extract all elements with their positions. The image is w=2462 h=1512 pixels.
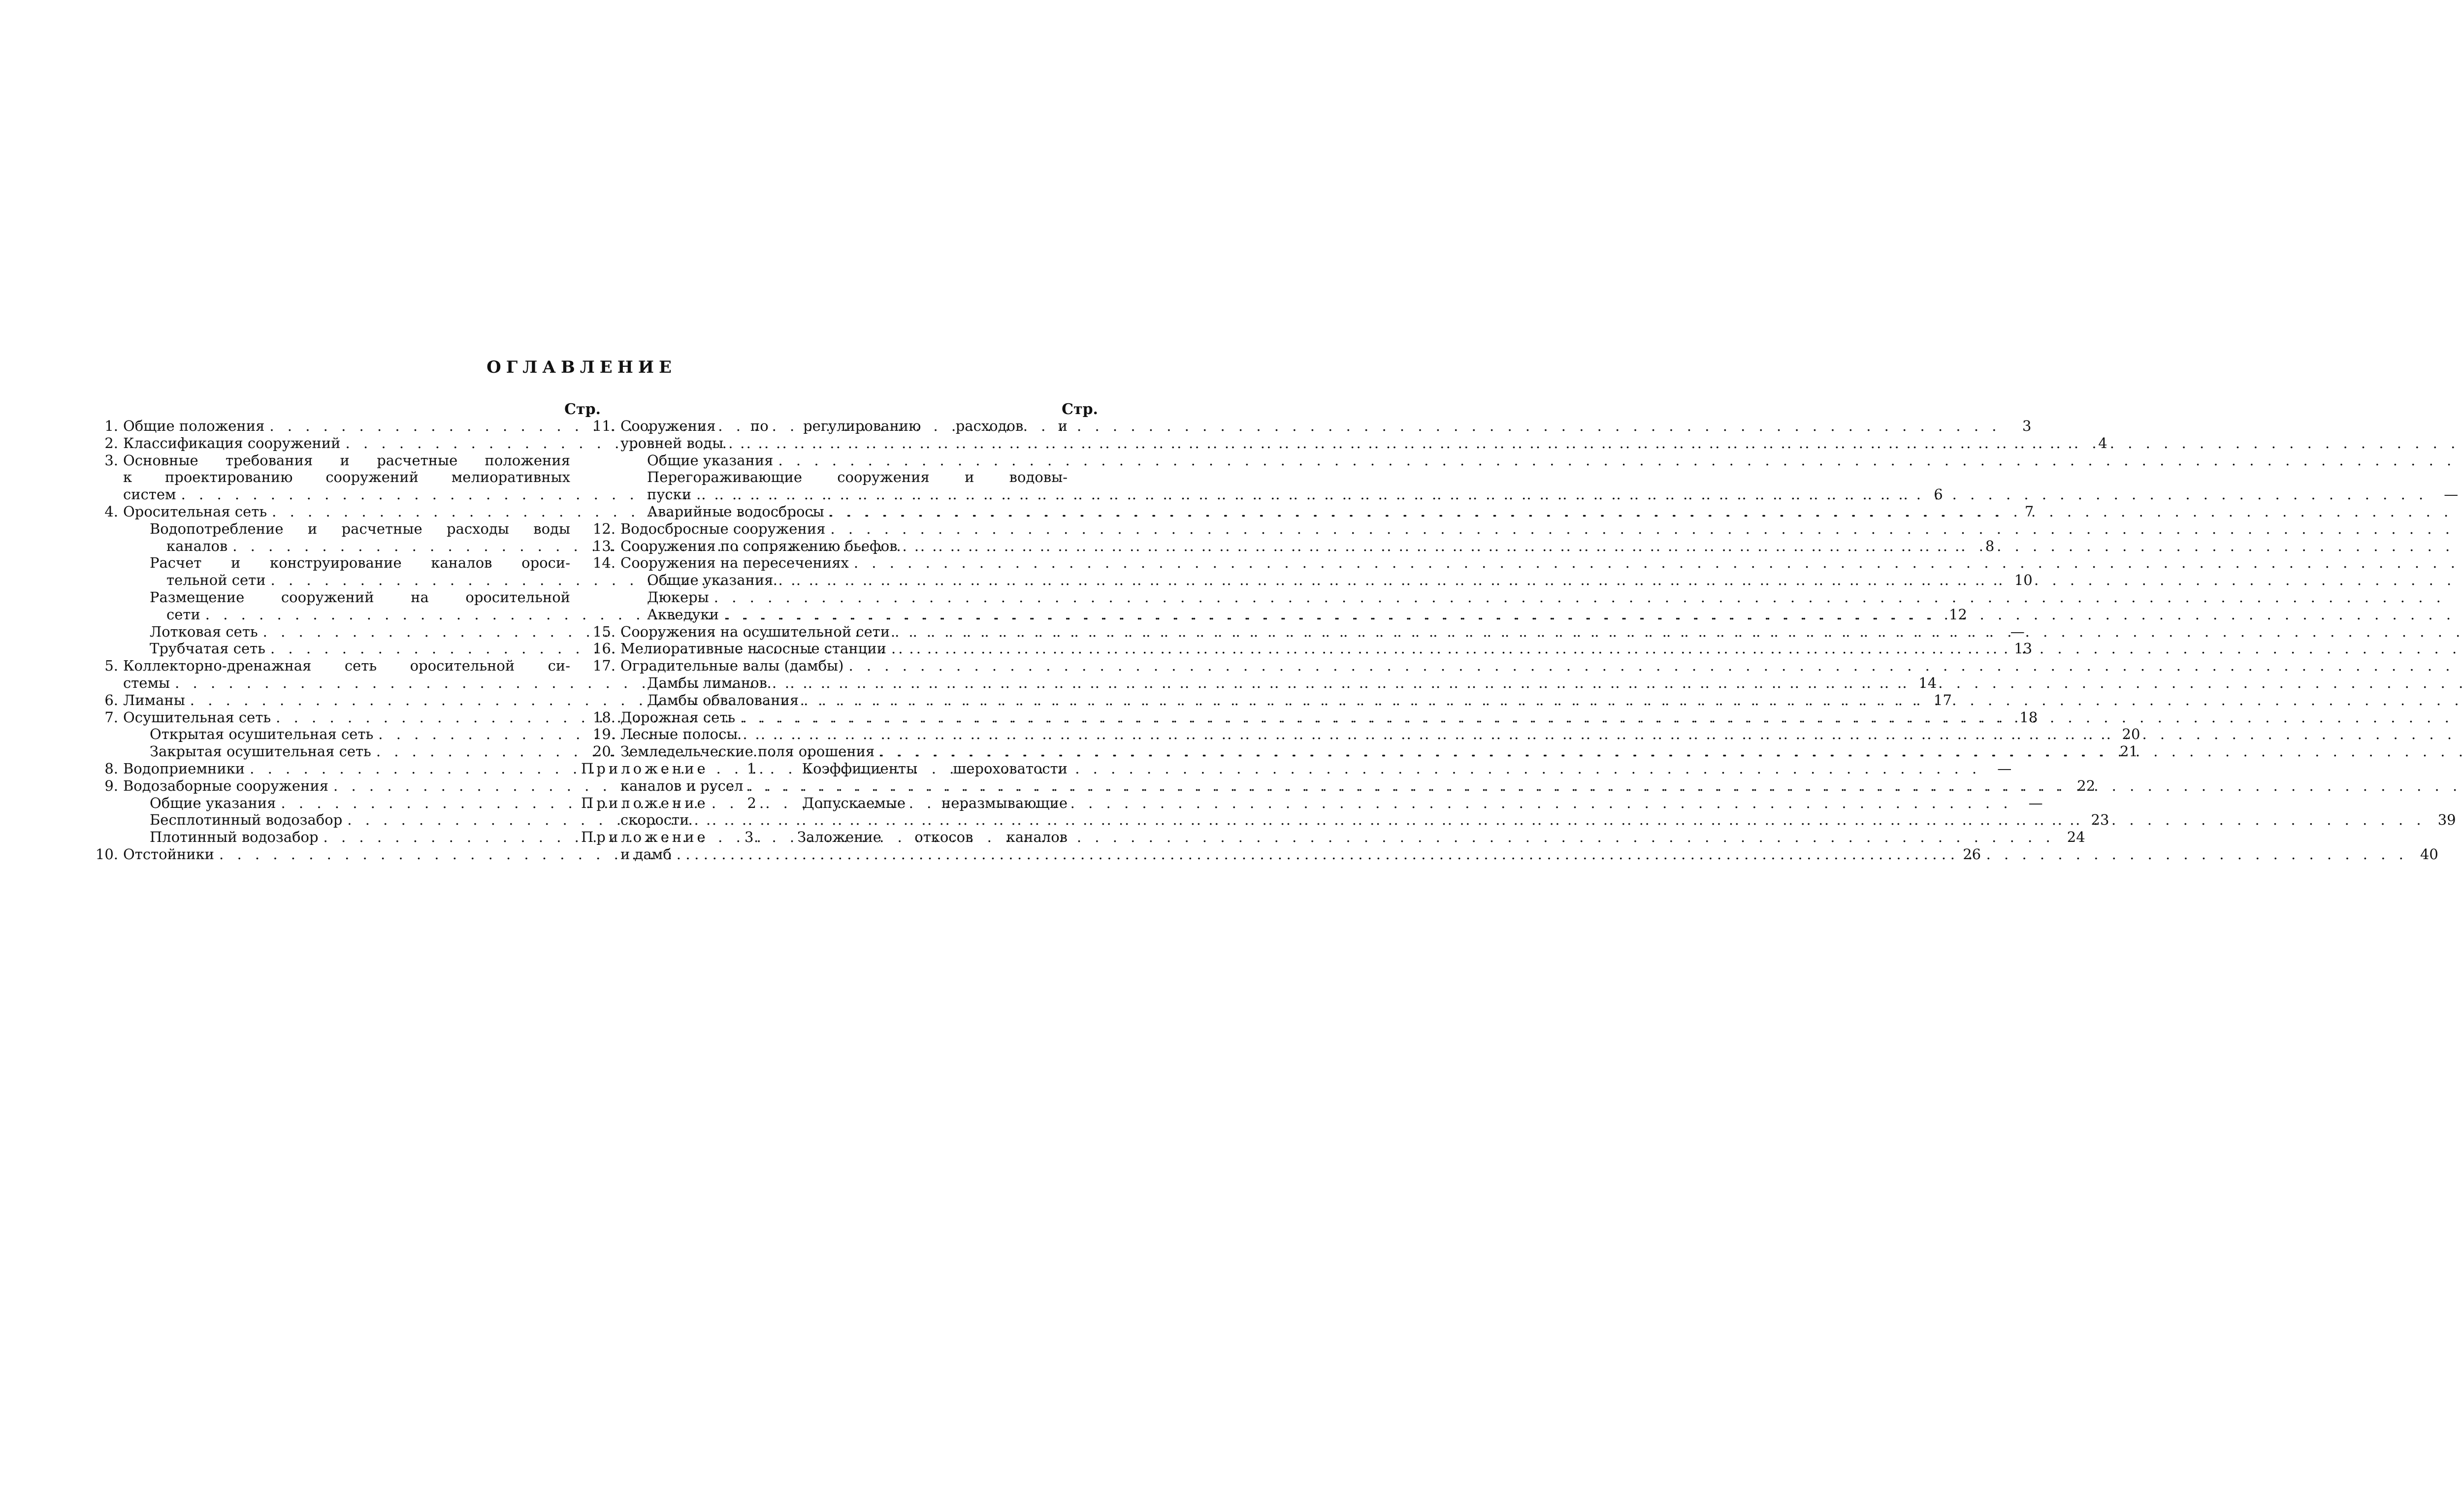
toc-entry-number: 8. bbox=[104, 760, 118, 777]
toc-entry-title: Расчет и конструирование каналов ороси- bbox=[150, 554, 570, 572]
toc-entry-title: Аварийные водосбросы bbox=[647, 503, 824, 520]
dot-leader bbox=[773, 572, 2462, 589]
toc-entry bbox=[581, 452, 1098, 469]
dot-leader bbox=[875, 743, 2462, 760]
dot-leader bbox=[719, 606, 2455, 623]
toc-entry bbox=[581, 795, 1098, 812]
dot-leader bbox=[890, 623, 2462, 641]
toc-entry-number: 19. bbox=[592, 726, 616, 743]
toc-entry bbox=[581, 606, 1098, 623]
toc-entry bbox=[581, 435, 1098, 452]
toc-entry-title: Дамбы лиманов bbox=[647, 674, 767, 691]
dot-leader bbox=[735, 709, 2462, 726]
toc-entry-title: Бесплотинный водозабор bbox=[150, 811, 343, 829]
toc-entry-title: Земледельческие поля орошения bbox=[620, 743, 875, 760]
toc-entry-title: каналов bbox=[166, 537, 228, 554]
toc-entry bbox=[581, 520, 1098, 538]
toc-entry bbox=[581, 589, 1098, 606]
dot-leader bbox=[898, 538, 2462, 555]
toc-entry-page: 4 bbox=[2098, 434, 2107, 451]
toc-entry-page: — bbox=[2010, 623, 2025, 640]
dot-leader bbox=[824, 503, 2462, 520]
toc-entry-title: каналов и русел bbox=[620, 777, 744, 794]
toc-entry-number: 6. bbox=[104, 691, 118, 708]
dot-leader bbox=[799, 692, 2462, 709]
toc-entry-page: 20 bbox=[2122, 726, 2140, 743]
toc-entry-number: 10. bbox=[95, 845, 118, 863]
toc-entry-page: 39 bbox=[2437, 811, 2456, 829]
toc-entry bbox=[84, 452, 601, 469]
toc-entry-title: Трубчатая сеть bbox=[150, 640, 265, 657]
toc-entry-page bbox=[2460, 435, 2462, 452]
dot-leader bbox=[886, 640, 2462, 657]
toc-entry bbox=[581, 829, 1098, 846]
toc-entry-title: Размещение сооружений на оросительной bbox=[150, 588, 570, 606]
toc-entry-title: стемы bbox=[123, 674, 170, 691]
toc-entry-title: Лесные полосы bbox=[620, 726, 738, 743]
dot-leader bbox=[825, 520, 2462, 538]
toc-entry-number: 17. bbox=[592, 657, 616, 675]
toc-entry-title: Закрытая осушительная сеть bbox=[150, 743, 371, 760]
page-title: ОГЛАВЛЕНИЕ bbox=[486, 357, 677, 377]
toc-entry-title: Мелиоративные насосные станции bbox=[620, 640, 886, 657]
dot-leader bbox=[245, 760, 1981, 777]
toc-entry-title: Перегораживающие сооружения и водовы- bbox=[647, 469, 1068, 486]
toc-entry bbox=[581, 623, 1098, 641]
toc-entry-title: Лотковая сеть bbox=[150, 623, 258, 640]
toc-entry-page: 14 bbox=[1918, 674, 1937, 691]
toc-entry-page: 22 bbox=[2077, 777, 2096, 794]
toc-entry-number: 16. bbox=[592, 640, 616, 657]
toc-entry-title: Дорожная сеть bbox=[620, 708, 736, 726]
toc-entry-title: Плотинный водозабор bbox=[150, 829, 319, 846]
toc-entry-number: 11. bbox=[592, 418, 616, 434]
dot-leader bbox=[723, 435, 2460, 452]
toc-entry-page: — bbox=[1997, 760, 2012, 777]
toc-entry-title: Оросительная сеть bbox=[123, 503, 267, 520]
page-column-header: Стр. bbox=[1062, 401, 1098, 418]
toc-entry-page: 24 bbox=[2067, 829, 2085, 846]
toc-entry bbox=[581, 572, 1098, 589]
toc-entry-title: Общие положения bbox=[123, 418, 265, 434]
dot-leader bbox=[689, 811, 2425, 829]
toc-entry-title: Общие указания bbox=[647, 572, 774, 589]
toc-entry bbox=[581, 469, 1098, 486]
toc-entry-page: 21 bbox=[2120, 743, 2138, 760]
toc-entry-title: Осушительная сеть bbox=[123, 708, 271, 726]
toc-entry-title: сети bbox=[166, 606, 200, 623]
toc-entry bbox=[581, 760, 1098, 777]
toc-entry bbox=[84, 554, 601, 572]
toc-entry-number: 7. bbox=[104, 708, 118, 726]
toc-entry-title: Акведуки bbox=[647, 606, 719, 623]
toc-entry bbox=[581, 726, 1098, 743]
toc-entry-title: Водопотребление и расчетные расходы воды bbox=[150, 520, 570, 537]
toc-entry-page: 23 bbox=[2091, 811, 2109, 829]
dot-leader bbox=[672, 846, 2408, 863]
toc-entry bbox=[84, 469, 601, 486]
toc-entry bbox=[581, 554, 1098, 572]
toc-entry-title: Лиманы bbox=[123, 691, 185, 708]
toc-entry-page: 6 bbox=[1934, 486, 1943, 503]
toc-entry-title: пуски bbox=[647, 486, 692, 503]
toc-entry-title: Общие указания bbox=[150, 794, 276, 811]
toc-entry-title: Оградительные валы (дамбы) bbox=[620, 657, 844, 675]
toc-entry bbox=[84, 657, 601, 675]
toc-entry-page: 40 bbox=[2420, 845, 2438, 863]
toc-entry-page: — bbox=[2028, 794, 2043, 811]
toc-entry-page: 10 bbox=[2014, 572, 2033, 589]
dot-leader bbox=[773, 452, 2462, 469]
toc-entry-number: 12. bbox=[592, 520, 616, 537]
toc-entry bbox=[581, 709, 1098, 726]
dot-leader bbox=[767, 675, 2462, 692]
toc-entry-title: Коллекторно-дренажная сеть оросительной си- bbox=[123, 657, 570, 675]
toc-entry-title: Дюкеры bbox=[647, 588, 709, 606]
toc-entry bbox=[581, 743, 1098, 760]
toc-entry-page: 12 bbox=[1949, 606, 1967, 623]
toc-entry-title: и дамб bbox=[620, 845, 672, 863]
toc-entry bbox=[581, 640, 1098, 657]
toc-entry-title: Сооружения на осушительной сети bbox=[620, 623, 890, 640]
toc-entry-title: Сооружения по сопряжению бьефов bbox=[620, 537, 898, 554]
toc-entry bbox=[581, 675, 1098, 692]
toc-entry-title: Приложение 3. Заложение откосов каналов bbox=[581, 829, 1068, 846]
toc-entry-title: Водозаборные сооружения bbox=[123, 777, 329, 794]
toc-entry bbox=[581, 503, 1098, 520]
toc-entry-title: тельной сети bbox=[166, 572, 266, 589]
toc-entry-page bbox=[2455, 606, 2462, 623]
toc-entry-number: 5. bbox=[104, 657, 118, 675]
dot-leader bbox=[276, 795, 2012, 812]
toc-entry-page: 18 bbox=[2019, 708, 2038, 726]
page-column-header: Стр. bbox=[564, 401, 601, 418]
toc-entry-page bbox=[2445, 589, 2462, 606]
toc-entry-title: к проектированию сооружений мелиоративных bbox=[123, 469, 570, 486]
toc-entry-title: уровней воды bbox=[620, 434, 724, 451]
toc-entry bbox=[581, 486, 2459, 503]
toc-entry-number: 2. bbox=[104, 434, 118, 451]
toc-entry-title: Водоприемники bbox=[123, 760, 245, 777]
dot-leader bbox=[843, 657, 2462, 675]
toc-entry-title: Открытая осушительная сеть bbox=[150, 726, 374, 743]
toc-entry bbox=[581, 657, 1098, 675]
toc-entry-title: Сооружения на пересечениях bbox=[620, 554, 849, 572]
toc-entry-title: Отстойники bbox=[123, 845, 215, 863]
dot-leader bbox=[264, 418, 2001, 435]
toc-entry-page: 26 bbox=[1963, 845, 1981, 863]
toc-entry bbox=[581, 538, 1098, 555]
toc-entry-title: Сооружения по регулированию расходов и bbox=[620, 418, 1068, 434]
toc-entry-number: 20. bbox=[592, 743, 616, 760]
toc-entry-title: Приложение 2. Допускаемые неразмывающие bbox=[581, 794, 1068, 811]
toc-entry bbox=[581, 418, 1098, 435]
toc-entry-title: Общие указания bbox=[647, 451, 774, 469]
toc-entry-number: 18. bbox=[592, 708, 616, 726]
toc-entry bbox=[581, 777, 1098, 795]
toc-entry-page: — bbox=[2444, 486, 2459, 503]
toc-entry bbox=[84, 589, 601, 606]
toc-entry-number: 9. bbox=[104, 777, 118, 794]
toc-entry-page: 17 bbox=[1934, 691, 1952, 708]
toc-entry-number: 13. bbox=[592, 537, 616, 554]
toc-entry-title: систем bbox=[123, 486, 176, 503]
toc-entry-title: Дамбы обвалования bbox=[647, 691, 799, 708]
toc-entry-title: скорости bbox=[620, 811, 689, 829]
toc-entry-page: 3 bbox=[2022, 418, 2032, 434]
dot-leader bbox=[319, 829, 2055, 846]
toc-entry-title: Водосбросные сооружения bbox=[620, 520, 826, 537]
toc-entry-number: 15. bbox=[592, 623, 616, 640]
toc-entry-page: 13 bbox=[2014, 640, 2033, 657]
toc-entry-title: Приложение 1. Коэффициенты шероховатости bbox=[581, 760, 1068, 777]
dot-leader bbox=[691, 486, 2428, 503]
toc-entry-number: 3. bbox=[104, 451, 118, 469]
toc-entry-number: 4. bbox=[104, 503, 118, 520]
toc-entry-number: 14. bbox=[592, 554, 616, 572]
toc-entry bbox=[84, 520, 601, 538]
toc-entry-page: 7 bbox=[2024, 503, 2034, 520]
toc-entry-title: Основные требования и расчетные положения bbox=[123, 451, 570, 469]
toc-entry-number: 1. bbox=[104, 418, 118, 434]
dot-leader bbox=[743, 777, 2462, 795]
toc-entry-page: 8 bbox=[1985, 537, 1995, 554]
dot-leader bbox=[738, 726, 2462, 743]
dot-leader bbox=[849, 554, 2462, 572]
dot-leader bbox=[709, 589, 2445, 606]
toc-entry-title: Классификация сооружений bbox=[123, 434, 341, 451]
toc-entry bbox=[581, 692, 1098, 709]
